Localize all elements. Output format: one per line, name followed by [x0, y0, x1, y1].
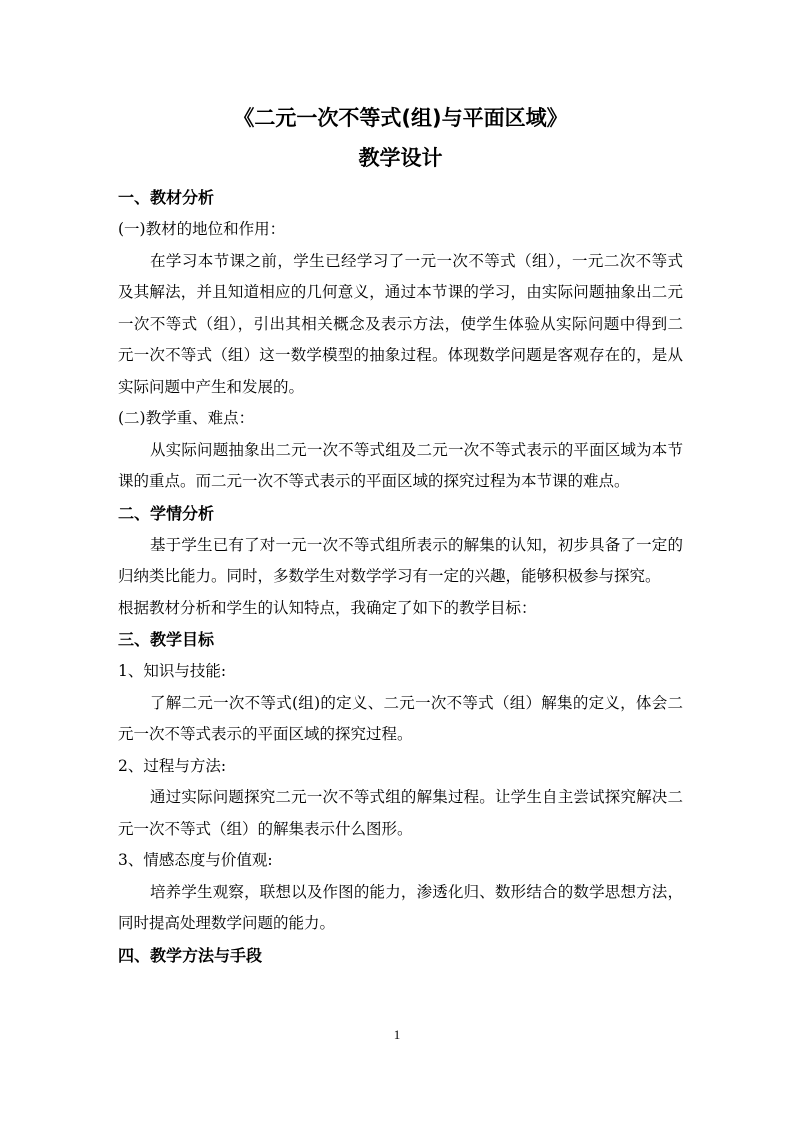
page-number: 1 [393, 1027, 401, 1042]
paragraph-student-analysis: 基于学生已有了对一元一次不等式组所表示的解集的认知，初步具备了一定的归纳类比能力。同时，多数学生对数学学习有一定的兴趣，能够积极参与探究。 [118, 535, 683, 585]
subheading-knowledge-skills: 1、知识与技能: [118, 662, 227, 680]
subheading-role: (一)教材的地位和作用： [118, 220, 286, 238]
paragraph-attitudes-values: 培养学生观察，联想以及作图的能力，渗透化归、数形结合的数学思想方法，同时提高处理数学问题的能力。 [118, 882, 683, 932]
document-body [118, 98, 683, 972]
document-subtitle: 教学设计 [358, 146, 443, 170]
subheading-key-points: (二)教学重、难点： [118, 409, 255, 427]
paragraph-role: 在学习本节课之前，学生已经学习了一元一次不等式（组），一元二次不等式及其解法，并且知道相应的几何意义，通过本节课的学习，由实际问题抽象出二元一次不等式（组），引出其相关概念及表示方法，使学生体验从实际问题中得到二元一次不等式（组）这一数学模型的抽象过程。体现数学问题是客观存在的，是从实际问题中产生和发展的。 [118, 251, 683, 396]
section-heading-textbook-analysis: 一、教材分析 [118, 188, 215, 207]
paragraph-process-methods: 通过实际问题探究二元一次不等式组的解集过程。让学生自主尝试探究解决二元一次不等式（组）的解集表示什么图形。 [118, 788, 683, 838]
paragraph-knowledge-skills: 了解二元一次不等式(组)的定义、二元一次不等式（组）解集的定义，体会二元一次不等式表示的平面区域的探究过程。 [118, 693, 683, 743]
section-heading-teaching-goals: 三、教学目标 [118, 630, 215, 649]
document-title: 《二元一次不等式(组)与平面区域》 [233, 106, 568, 130]
section-heading-teaching-methods: 四、教学方法与手段 [118, 945, 263, 965]
subheading-attitudes-values: 3、情感态度与价值观: [118, 851, 273, 869]
subheading-process-methods: 2、过程与方法: [118, 756, 227, 775]
paragraph-key-points: 从实际问题抽象出二元一次不等式组及二元一次不等式表示的平面区域为本节课的重点。而二元一次不等式表示的平面区域的探究过程为本节课的难点。 [118, 440, 683, 490]
section-heading-student-analysis: 二、学情分析 [118, 503, 215, 523]
paragraph-goal-intro: 根据教材分析和学生的认知特点，我确定了如下的教学目标： [118, 598, 537, 617]
